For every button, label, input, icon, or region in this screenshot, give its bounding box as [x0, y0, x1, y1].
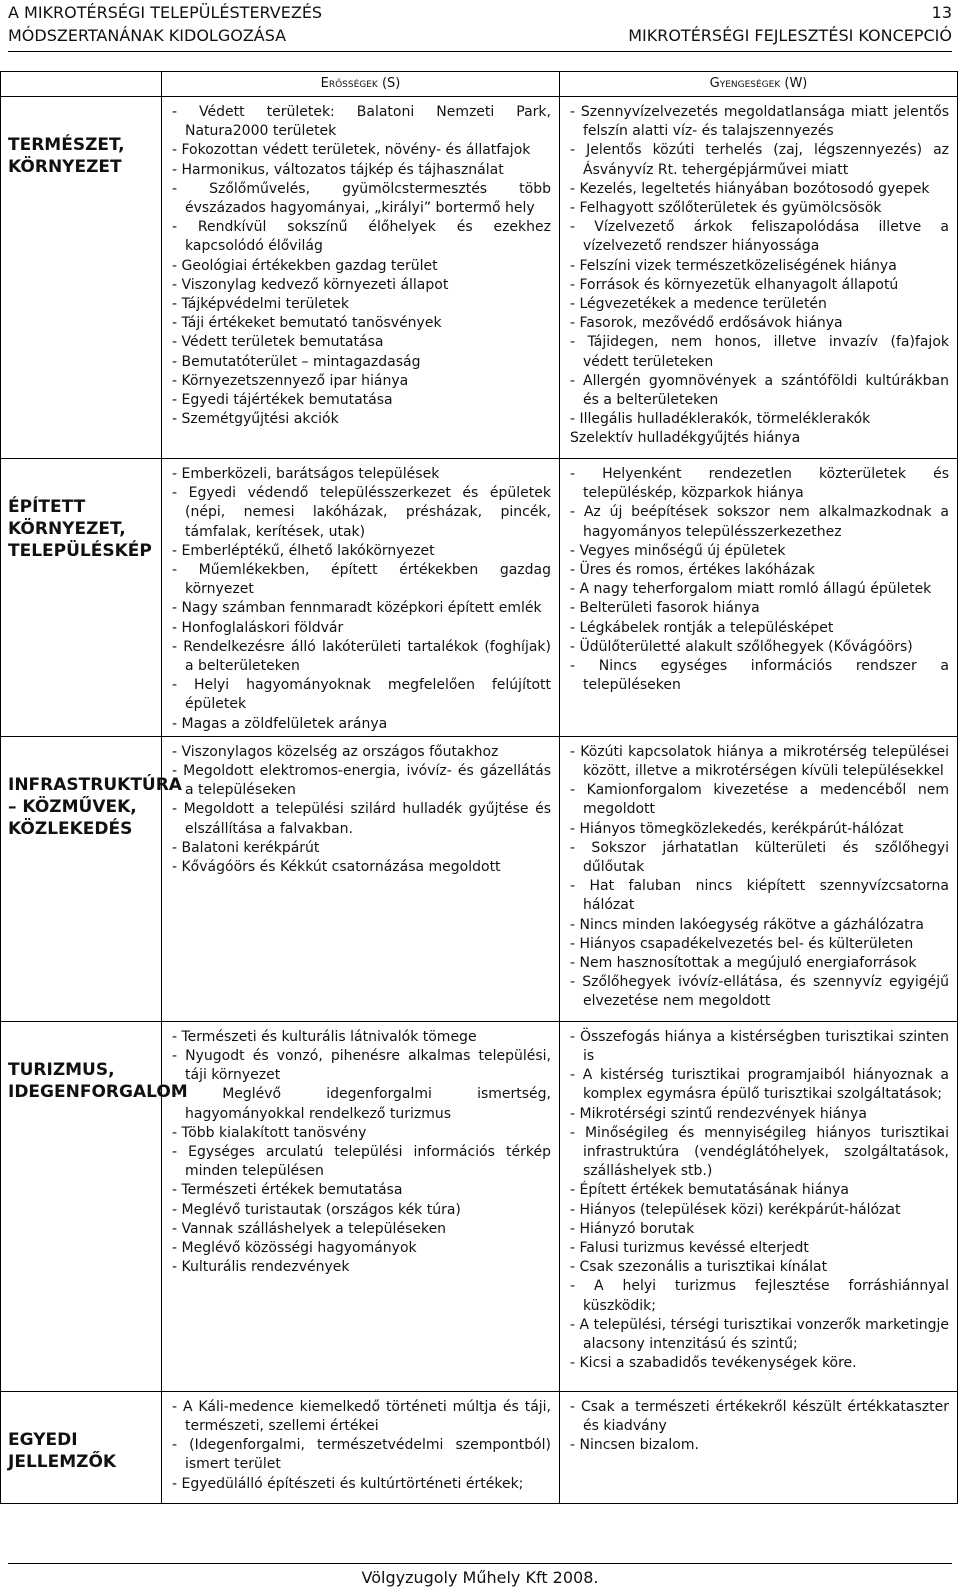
- row-category-label: TERMÉSZET, KÖRNYEZET: [1, 97, 162, 459]
- list-item: - Helyi hagyományoknak megfelelően felújított épületek: [172, 677, 551, 713]
- page-footer: Völgyzugoly Műhely Kft 2008.: [361, 1568, 599, 1587]
- strengths-cell: [162, 1021, 560, 1391]
- list-item: - Légvezetékek a medence területén: [570, 296, 827, 313]
- list-item: - Bemutatóterület – mintagazdaság: [172, 353, 421, 370]
- list-item: - Kamionforgalom kivezetése a medencéből nem megoldott: [570, 782, 949, 818]
- list-item: - Emberközeli, barátságos települések: [172, 466, 440, 482]
- list-item: - Meglévő idegenforgalmi ismertség, hagyományokkal rendelkező turizmus: [172, 1086, 551, 1122]
- list-item: - Nyugodt és vonzó, pihenésre alkalmas települési, táji környezet: [172, 1048, 551, 1084]
- strengths-cell: [162, 97, 560, 459]
- list-item: - Szemétgyűjtési akciók: [172, 411, 339, 428]
- list-item: - Allergén gyomnövények a szántóföldi kultúrákban és a belterületeken: [570, 372, 949, 409]
- weaknesses-list: [560, 1392, 957, 1458]
- strengths-column-header: Erősségek (S): [162, 72, 560, 97]
- row-category-label: INFRASTRUKTÚRA – KÖZMŰVEK, KÖZLEKEDÉS: [1, 736, 162, 1021]
- table-row: [1, 97, 958, 459]
- list-item: - A települési, térségi turisztikai vonzerők marketingje alacsony intenzitású és szintű;: [570, 1316, 949, 1353]
- list-item: - Rendkívül sokszínű élőhelyek és ezekhez kapcsolódó élővilág: [172, 219, 551, 255]
- strengths-cell: [162, 736, 560, 1021]
- list-item: - Épített értékek bemutatásának hiánya: [570, 1182, 850, 1199]
- table-row: [1, 1021, 958, 1391]
- list-item: - Források és környezetük elhanyagolt állapotú: [570, 276, 899, 293]
- list-item: - A nagy teherforgalom miatt romló állagú épületek: [570, 581, 932, 598]
- list-item: - Védett területek bemutatása: [172, 334, 384, 351]
- list-item: - Honfoglaláskori földvár: [172, 619, 344, 636]
- list-item: - Egységes arculatú települési információs térkép minden településen: [172, 1144, 551, 1180]
- list-item: - Magas a zöldfelületek aránya: [172, 715, 388, 732]
- list-item: - Az új beépítések sokszor nem alkalmazkodnak a hagyományos településszerkezethez: [570, 504, 949, 540]
- list-item: - Meglévő közösségi hagyományok: [172, 1240, 417, 1257]
- list-item: - Fokozottan védett területek, növény- és állatfajok: [172, 142, 531, 159]
- list-item: - Egyedülálló építészeti és kultúrtörténeti értékek;: [172, 1475, 524, 1492]
- list-item: - Nincsen bizalom.: [570, 1437, 699, 1454]
- list-item: - Szennyvízelvezetés megoldatlansága miatt jelentős felszín alatti víz- és talajszennyezés: [570, 104, 949, 140]
- list-item: - Üdülőterületté alakult szőlőhegyek (Kővágóörs): [570, 638, 913, 655]
- list-item: - Felszíni vizek természetközeliségének hiánya: [570, 257, 897, 274]
- header-left-line1: A MIKROTÉRSÉGI TELEPÜLÉSTERVEZÉS: [8, 3, 323, 22]
- list-item: - Több kialakított tanösvény: [172, 1124, 367, 1141]
- list-item: - Nincs egységes információs rendszer a településeken: [570, 658, 949, 694]
- weaknesses-list: [560, 1022, 957, 1376]
- list-item: - Hiányzó borutak: [570, 1220, 695, 1237]
- table-row: [1, 736, 958, 1021]
- list-item: - Hat faluban nincs kiépített szennyvízcsatorna hálózat: [570, 878, 949, 914]
- list-item: - Kicsi a szabadidős tevékenységek köre.: [570, 1355, 857, 1372]
- swot-table: [0, 71, 958, 1504]
- footer-rule: [8, 1563, 952, 1564]
- table-header-row: [1, 72, 958, 97]
- weaknesses-column-header: Gyengeségek (W): [560, 72, 958, 97]
- list-item: - Kezelés, legeltetés hiányában bozótosodó gyepek: [570, 180, 930, 197]
- corner-cell: [1, 72, 162, 97]
- list-item: - Fasorok, mezővédő erdősávok hiánya: [570, 315, 843, 332]
- list-item: - Kővágóörs és Kékkút csatornázása megoldott: [172, 859, 501, 876]
- list-item: - Szőlőművelés, gyümölcstermesztés több évszázados hagyományai, „királyi” bortermő hely: [172, 180, 551, 217]
- list-item: - Belterületi fasorok hiánya: [570, 600, 760, 617]
- list-item: - Sokszor járhatatlan külterületi és szőlőhegyi dűlőutak: [570, 839, 949, 876]
- strengths-list: [162, 97, 559, 431]
- row-category-label: EGYEDI JELLEMZŐK: [1, 1391, 162, 1503]
- list-item: - Egyedi tájértékek bemutatása: [172, 392, 393, 409]
- list-item: - Műemlékekben, épített értékekben gazdag környezet: [172, 562, 551, 598]
- page-number: 13: [931, 3, 952, 22]
- list-item: - Védett területek: Balatoni Nemzeti Park, Natura2000 területek: [172, 104, 551, 140]
- list-item: - Rendelkezésre álló lakóterületi tartalékok (foghíjak) a belterületeken: [172, 638, 551, 675]
- list-item: - Egyedi védendő településszerkezet és épületek (népi, nemesi lakóházak, présházak, pincék, támfalak, kerítések, utak): [172, 485, 551, 540]
- list-item: - Nincs minden lakóegység rákötve a gázhálózatra: [570, 916, 924, 933]
- list-item: - (Idegenforgalmi, természetvédelmi szempontból) ismert terület: [172, 1437, 551, 1473]
- list-item: - Csak a természeti értékekről készült értékkataszter és kiadvány: [570, 1398, 949, 1435]
- strengths-list: [162, 737, 559, 879]
- list-item: - Tájképvédelmi területek: [172, 296, 350, 313]
- list-item: - Nagy számban fennmaradt középkori épített emlék: [172, 600, 542, 617]
- list-item: - Balatoni kerékpárút: [172, 839, 320, 856]
- weaknesses-list: [560, 97, 957, 451]
- list-item: - Harmonikus, változatos tájkép és tájhasználat: [172, 161, 504, 178]
- list-item: - Emberléptékű, élhető lakókörnyezet: [172, 542, 435, 559]
- list-item: - Üres és romos, értékes lakóházak: [570, 562, 815, 579]
- list-item: - A helyi turizmus fejlesztése forráshiánnyal küszködik;: [570, 1278, 949, 1314]
- strengths-cell: [162, 459, 560, 737]
- list-item: - Nem hasznosítottak a megújuló energiaforrások: [570, 955, 917, 972]
- running-header-line1: [8, 2, 952, 24]
- list-item: - A kistérség turisztikai programjaiból hiányoznak a komplex egymásra épülő turisztikai szolgáltatások;: [570, 1067, 949, 1103]
- weaknesses-list: [560, 737, 957, 1014]
- list-item: - Csak szezonális a turisztikai kínálat: [570, 1259, 828, 1276]
- list-item: - Összefogás hiánya a kistérségben turisztikai szinten is: [570, 1028, 949, 1065]
- strengths-cell: [162, 1391, 560, 1503]
- list-item: Szelektív hulladékgyűjtés hiánya: [570, 430, 801, 447]
- list-item: - Viszonylagos közelség az országos főutakhoz: [172, 743, 499, 760]
- weaknesses-cell: [560, 459, 958, 737]
- list-item: - Jelentős közúti terhelés (zaj, légszennyezés) az Ásványvíz Rt. tehergépjárművei miatt: [570, 142, 949, 178]
- header-left-line2: MÓDSZERTANÁNAK KIDOLGOZÁSA: [8, 26, 287, 45]
- table-row: [1, 459, 958, 737]
- list-item: - Megoldott elektromos-energia, ivóvíz- és gázellátás a településeken: [172, 763, 551, 799]
- list-item: - Környezetszennyező ipar hiánya: [172, 372, 409, 389]
- running-header-line2: [8, 25, 952, 47]
- list-item: - Légkábelek rontják a településképet: [570, 619, 834, 636]
- list-item: - Szőlőhegyek ivóvíz-ellátása, és szennyvíz egyigéjű elvezetése nem megoldott: [570, 974, 949, 1010]
- list-item: - Mikrotérségi szintű rendezvények hiánya: [570, 1105, 867, 1122]
- list-item: - Vegyes minőségű új épületek: [570, 542, 786, 559]
- header-right-line2: MIKROTÉRSÉGI FEJLESZTÉSI KONCEPCIÓ: [628, 26, 952, 45]
- weaknesses-cell: [560, 1021, 958, 1391]
- list-item: - Falusi turizmus kevéssé elterjedt: [570, 1240, 809, 1257]
- strengths-list: [162, 459, 559, 736]
- list-item: - Hiányos csapadékelvezetés bel- és külterületen: [570, 935, 914, 952]
- list-item: - Helyenként rendezetlen közterületek és településkép, közparkok hiánya: [570, 466, 949, 502]
- list-item: - Geológiai értékekben gazdag terület: [172, 257, 438, 274]
- list-item: - Hiányos (települések közi) kerékpárút-hálózat: [570, 1201, 901, 1218]
- list-item: - Vízelvezető árkok feliszapolódása illetve a vízelvezető rendszer hiányossága: [570, 219, 949, 255]
- strengths-list: [162, 1022, 559, 1280]
- list-item: - Természeti értékek bemutatása: [172, 1182, 403, 1199]
- weaknesses-cell: [560, 97, 958, 459]
- list-item: - Közúti kapcsolatok hiánya a mikrotérség települései között, illetve a mikrotérségen kívüli településekkel: [570, 743, 949, 780]
- list-item: - Táji értékeket bemutató tanösvények: [172, 315, 442, 332]
- header-rule: [8, 51, 952, 52]
- weaknesses-cell: [560, 736, 958, 1021]
- list-item: - Vannak szálláshelyek a településeken: [172, 1220, 447, 1237]
- list-item: - Illegális hulladéklerakók, törmeléklerakók: [570, 411, 871, 428]
- list-item: - Viszonylag kedvező környezeti állapot: [172, 276, 449, 293]
- list-item: - Felhagyott szőlőterületek és gyümölcsösök: [570, 200, 882, 217]
- list-item: - Tájidegen, nem honos, illetve invazív (fa)fajok védett területeken: [570, 334, 949, 370]
- list-item: - Hiányos tömegközlekedés, kerékpárút-hálózat: [570, 820, 904, 837]
- list-item: - Minőségileg és mennyiségileg hiányos turisztikai infrastruktúra (vendéglátóhelyek, szolgáltatások, szálláshelyek stb.): [570, 1124, 949, 1180]
- table-row: [1, 1391, 958, 1503]
- row-category-label: ÉPÍTETT KÖRNYEZET, TELEPÜLÉSKÉP: [1, 459, 162, 737]
- list-item: - A Káli-medence kiemelkedő történeti múltja és táji, természeti, szellemi értékei: [172, 1398, 551, 1435]
- weaknesses-list: [560, 459, 957, 697]
- strengths-list: [162, 1392, 559, 1496]
- row-category-label: TURIZMUS, IDEGENFORGALOM: [1, 1021, 162, 1391]
- list-item: - Természeti és kulturális látnivalók tömege: [172, 1028, 477, 1045]
- list-item: - Meglévő turistautak (országos kék túra): [172, 1201, 461, 1218]
- list-item: - Kulturális rendezvények: [172, 1259, 350, 1276]
- weaknesses-cell: [560, 1391, 958, 1503]
- list-item: - Megoldott a települési szilárd hulladék gyűjtése és elszállítása a falvakban.: [172, 801, 551, 837]
